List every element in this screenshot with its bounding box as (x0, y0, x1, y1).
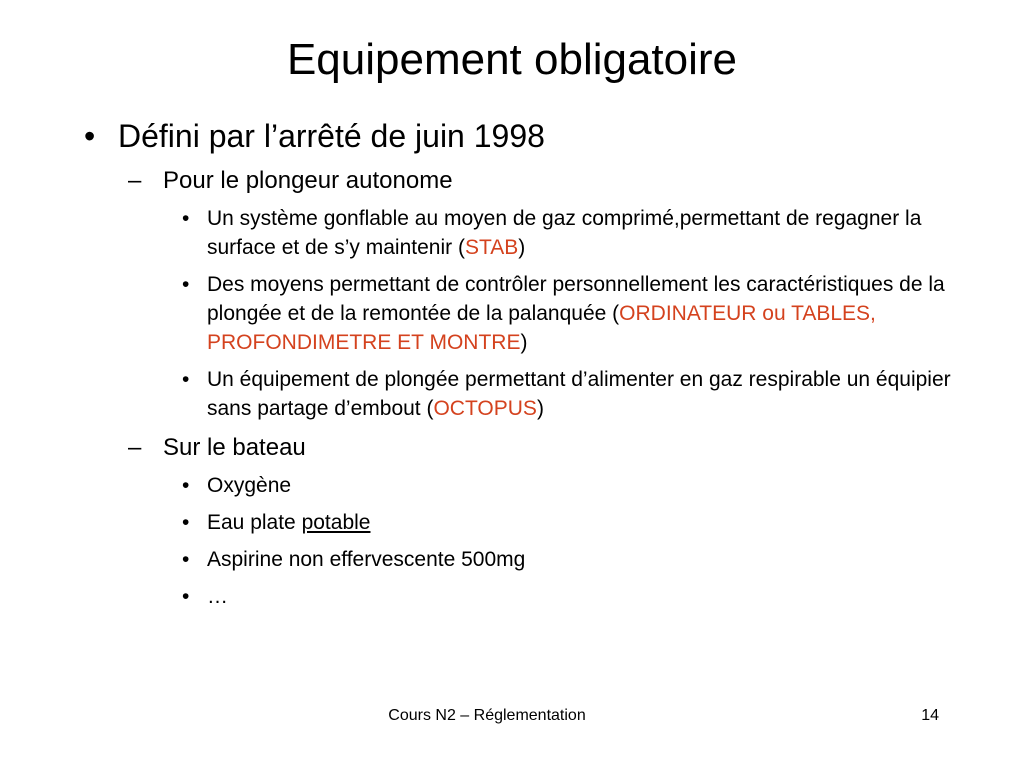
page-number: 14 (921, 707, 939, 724)
list-item-eau-plate (72, 508, 952, 537)
list-item-text: Eau plate (207, 511, 302, 534)
bullet-icon: • (182, 585, 190, 608)
bullet-icon: • (84, 118, 96, 154)
sub-item-bateau (72, 433, 972, 463)
list-item-oxygene (72, 471, 952, 500)
bullet-text: Défini par l’arrêté de juin 1998 (118, 118, 545, 154)
list-item-text: Oxygène (207, 474, 292, 497)
slide-content (72, 116, 972, 619)
list-item-aspirine (72, 545, 952, 574)
sub-item-label: Sur le bateau (163, 434, 306, 461)
bullet-icon: • (182, 511, 190, 534)
list-item-instruments (72, 270, 952, 357)
list-item-octopus (72, 365, 952, 423)
bullet-icon: • (182, 273, 190, 296)
list-item-text: … (207, 585, 228, 608)
list-item-text-end: ) (536, 397, 544, 420)
highlight-stab: STAB (464, 236, 519, 259)
list-item-stab (72, 204, 952, 262)
highlight-instruments: ORDINATEUR ou TABLES, PROFONDIMETRE ET MONTRE (207, 302, 876, 354)
bullet-icon: • (182, 548, 190, 571)
list-item-text: Aspirine non effervescente 500mg (207, 548, 526, 571)
list-item-text: Un équipement de plongée permettant d’alimenter en gaz respirable un équipier sans partage d’embout ( (207, 368, 951, 420)
sub-item-plongeur-autonome (72, 166, 972, 196)
underlined-potable: potable (301, 511, 371, 534)
list-item-text-end: ) (520, 331, 528, 354)
highlight-octopus: OCTOPUS (433, 397, 537, 420)
dash-icon: – (128, 434, 142, 461)
bullet-icon: • (182, 368, 190, 391)
bullet-icon: • (182, 207, 190, 230)
footer-course: Cours N2 – Réglementation (388, 707, 586, 724)
list-item-text: Des moyens permettant de contrôler personnellement les caractéristiques de la plongée et de la remontée de la palanquée ( (207, 273, 945, 325)
list-item-ellipsis (72, 582, 952, 611)
slide-title: Equipement obligatoire (286, 35, 738, 84)
bullet-icon: • (182, 474, 190, 497)
dash-icon: – (128, 167, 142, 194)
sub-item-label: Pour le plongeur autonome (163, 167, 453, 194)
list-item-text: Un système gonflable au moyen de gaz comprimé,permettant de regagner la surface et de s’y maintenir ( (207, 207, 922, 259)
list-item-text-end: ) (518, 236, 526, 259)
bullet-item-definition (72, 116, 972, 156)
